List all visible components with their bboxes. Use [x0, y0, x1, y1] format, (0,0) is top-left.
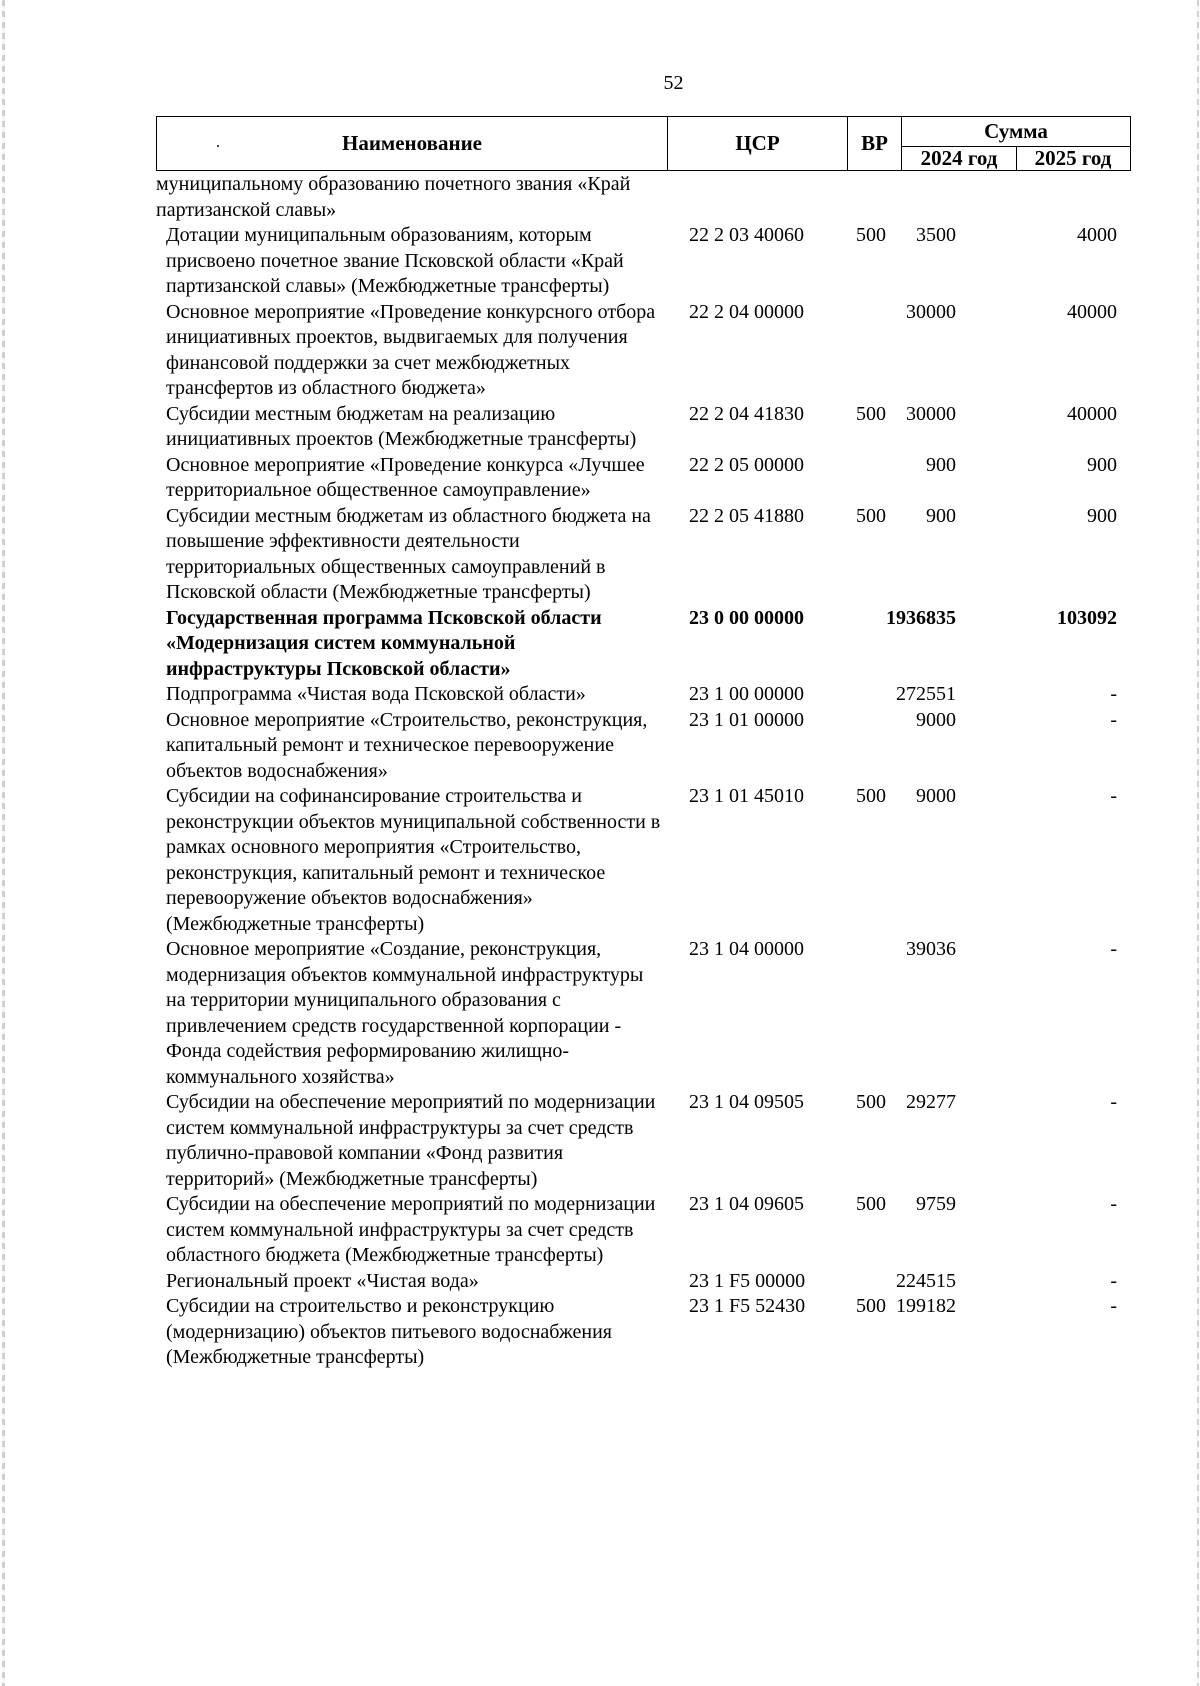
header-vr: ВР — [848, 117, 902, 170]
row-sum-2024: 9000 — [916, 785, 956, 807]
table-row — [156, 402, 1131, 453]
table-row — [156, 504, 1131, 606]
row-sum-2025: 103092 — [1057, 606, 1117, 629]
row-sum-2025: - — [1110, 1193, 1117, 1215]
row-sum-2024: 30000 — [906, 402, 956, 425]
row-name: Основное мероприятие «Строительство, реконструкция, капитальный ремонт и техническое перевооружение объектов водоснабжения» — [166, 708, 648, 782]
table-row — [156, 453, 1131, 504]
header-name-label: Наименование — [342, 131, 482, 155]
table-header — [156, 116, 1131, 171]
row-sum-2024: 1936835 — [886, 606, 956, 629]
row-csr: 23 1 04 00000 — [689, 938, 804, 960]
row-csr: 22 2 05 41880 — [689, 504, 804, 527]
row-sum-2024: 29277 — [906, 1091, 956, 1113]
row-sum-2025: 4000 — [1077, 224, 1117, 246]
row-name: Дотации муниципальным образованиям, которым присвоено почетное звание Псковской области «Край партизанской славы» (Межбюджетные трансферты) — [166, 224, 624, 297]
row-sum-2025: 40000 — [1067, 402, 1117, 425]
row-sum-2024: 272551 — [896, 683, 956, 705]
row-name: Субсидии на софинансирование строительства и реконструкции объектов муниципальной собственности в рамках основного мероприятия «Строительство, реконструкция, капитальный ремонт и техническое перевооружение объектов водоснабжения» (Межбюджетные трансферты) — [166, 785, 661, 935]
row-name: муниципальному образованию почетного звания «Край партизанской славы» — [156, 173, 631, 221]
row-name: Субсидии местным бюджетам на реализацию инициативных проектов (Межбюджетные трансферты) — [166, 402, 637, 450]
row-name: Субсидии на обеспечение мероприятий по модернизации систем коммунальной инфраструктуры за счет средств публично-правовой компании «Фонд развития территорий» (Межбюджетные трансферты) — [166, 1091, 656, 1190]
header-sum — [902, 117, 1130, 170]
row-sum-2024: 39036 — [906, 938, 956, 960]
row-sum-2025: - — [1110, 708, 1117, 731]
scan-edge-right — [1197, 0, 1199, 1686]
scan-edge-left — [2, 0, 5, 1686]
table-body — [156, 172, 1131, 1371]
row-csr: 23 1 04 09605 — [689, 1193, 804, 1215]
row-sum-2025: 900 — [1087, 504, 1117, 527]
row-sum-2024: 3500 — [916, 224, 956, 246]
row-sum-2024: 9000 — [916, 708, 956, 731]
row-vr: 500 — [856, 1193, 886, 1215]
row-sum-2024: 900 — [926, 453, 956, 476]
row-sum-2024: 900 — [926, 504, 956, 527]
row-sum-2024: 9759 — [916, 1193, 956, 1215]
table-row — [156, 1269, 1131, 1295]
row-vr: 500 — [856, 785, 886, 807]
row-name: Основное мероприятие «Проведение конкурсного отбора инициативных проектов, выдвигаемых для получения финансовой поддержки за счет межбюджетных трансфертов из областного бюджета» — [166, 300, 656, 399]
row-name: Субсидии на обеспечение мероприятий по модернизации систем коммунальной инфраструктуры за счет средств областного бюджета (Межбюджетные трансферты) — [166, 1193, 656, 1266]
table-row — [156, 937, 1131, 1090]
row-name: Основное мероприятие «Проведение конкурса «Лучшее территориальное общественное самоуправление» — [166, 453, 645, 501]
row-csr: 23 1 F5 00000 — [689, 1269, 806, 1292]
row-csr: 22 2 03 40060 — [689, 224, 804, 246]
row-csr: 23 1 00 00000 — [689, 683, 804, 705]
row-sum-2025: - — [1110, 683, 1117, 705]
table-row — [156, 300, 1131, 402]
row-csr: 23 1 F5 52430 — [689, 1295, 806, 1317]
row-sum-2025: - — [1110, 1091, 1117, 1113]
row-csr: 23 1 01 45010 — [689, 785, 804, 807]
row-vr: 500 — [856, 1091, 886, 1113]
header-csr: ЦСР — [668, 117, 848, 170]
header-name — [157, 117, 668, 170]
row-name: Субсидии на строительство и реконструкцию (модернизацию) объектов питьевого водоснабжения (Межбюджетные трансферты) — [166, 1295, 612, 1368]
table-row — [156, 682, 1131, 708]
row-vr: 500 — [856, 1295, 886, 1317]
row-name: Региональный проект «Чистая вода» — [166, 1269, 479, 1292]
header-year-2024: 2024 год — [902, 146, 1017, 170]
row-name: Субсидии местным бюджетам из областного бюджета на повышение эффективности деятельности территориальных общественных самоуправлений в Псковской области (Межбюджетные трансферты) — [166, 504, 651, 603]
table-row — [156, 1294, 1131, 1371]
table-row — [156, 1192, 1131, 1269]
page-number: 52 — [663, 72, 684, 94]
row-name: Основное мероприятие «Создание, реконструкция, модернизация объектов коммунальной инфраструктуры на территории муниципального образования с привлечением средств государственной корпорации - Фонда содействия реформированию жилищно-коммунального хозяйства» — [166, 938, 644, 1088]
table-row — [156, 784, 1131, 937]
row-sum-2024: 224515 — [896, 1269, 956, 1292]
row-name: Подпрограмма «Чистая вода Псковской области» — [166, 683, 586, 705]
row-sum-2025: - — [1110, 938, 1117, 960]
row-sum-2025: - — [1110, 1269, 1117, 1292]
header-sum-label: Сумма — [902, 117, 1130, 147]
row-vr: 500 — [856, 224, 886, 246]
row-sum-2025: 40000 — [1067, 300, 1117, 323]
row-sum-2024: 30000 — [906, 300, 956, 323]
row-name: Государственная программа Псковской области «Модернизация систем коммунальной инфраструктуры Псковской области» — [166, 606, 602, 680]
row-sum-2025: 900 — [1087, 453, 1117, 476]
row-csr: 22 2 05 00000 — [689, 453, 804, 476]
row-sum-2025: - — [1110, 785, 1117, 807]
row-csr: 22 2 04 00000 — [689, 300, 804, 323]
table-row — [156, 223, 1131, 300]
row-vr: 500 — [856, 402, 886, 425]
row-csr: 22 2 04 41830 — [689, 402, 804, 425]
row-csr: 23 0 00 00000 — [689, 606, 804, 629]
row-csr: 23 1 01 00000 — [689, 708, 804, 731]
scan-speck — [217, 145, 219, 147]
row-vr: 500 — [856, 504, 886, 527]
row-csr: 23 1 04 09505 — [689, 1091, 804, 1113]
header-year-2025: 2025 год — [1034, 145, 1112, 170]
table-row — [156, 172, 1131, 223]
table-row — [156, 1090, 1131, 1192]
row-sum-2025: - — [1110, 1295, 1117, 1317]
table-row-program — [156, 606, 1131, 683]
row-sum-2024: 199182 — [896, 1295, 956, 1317]
table-row — [156, 708, 1131, 785]
